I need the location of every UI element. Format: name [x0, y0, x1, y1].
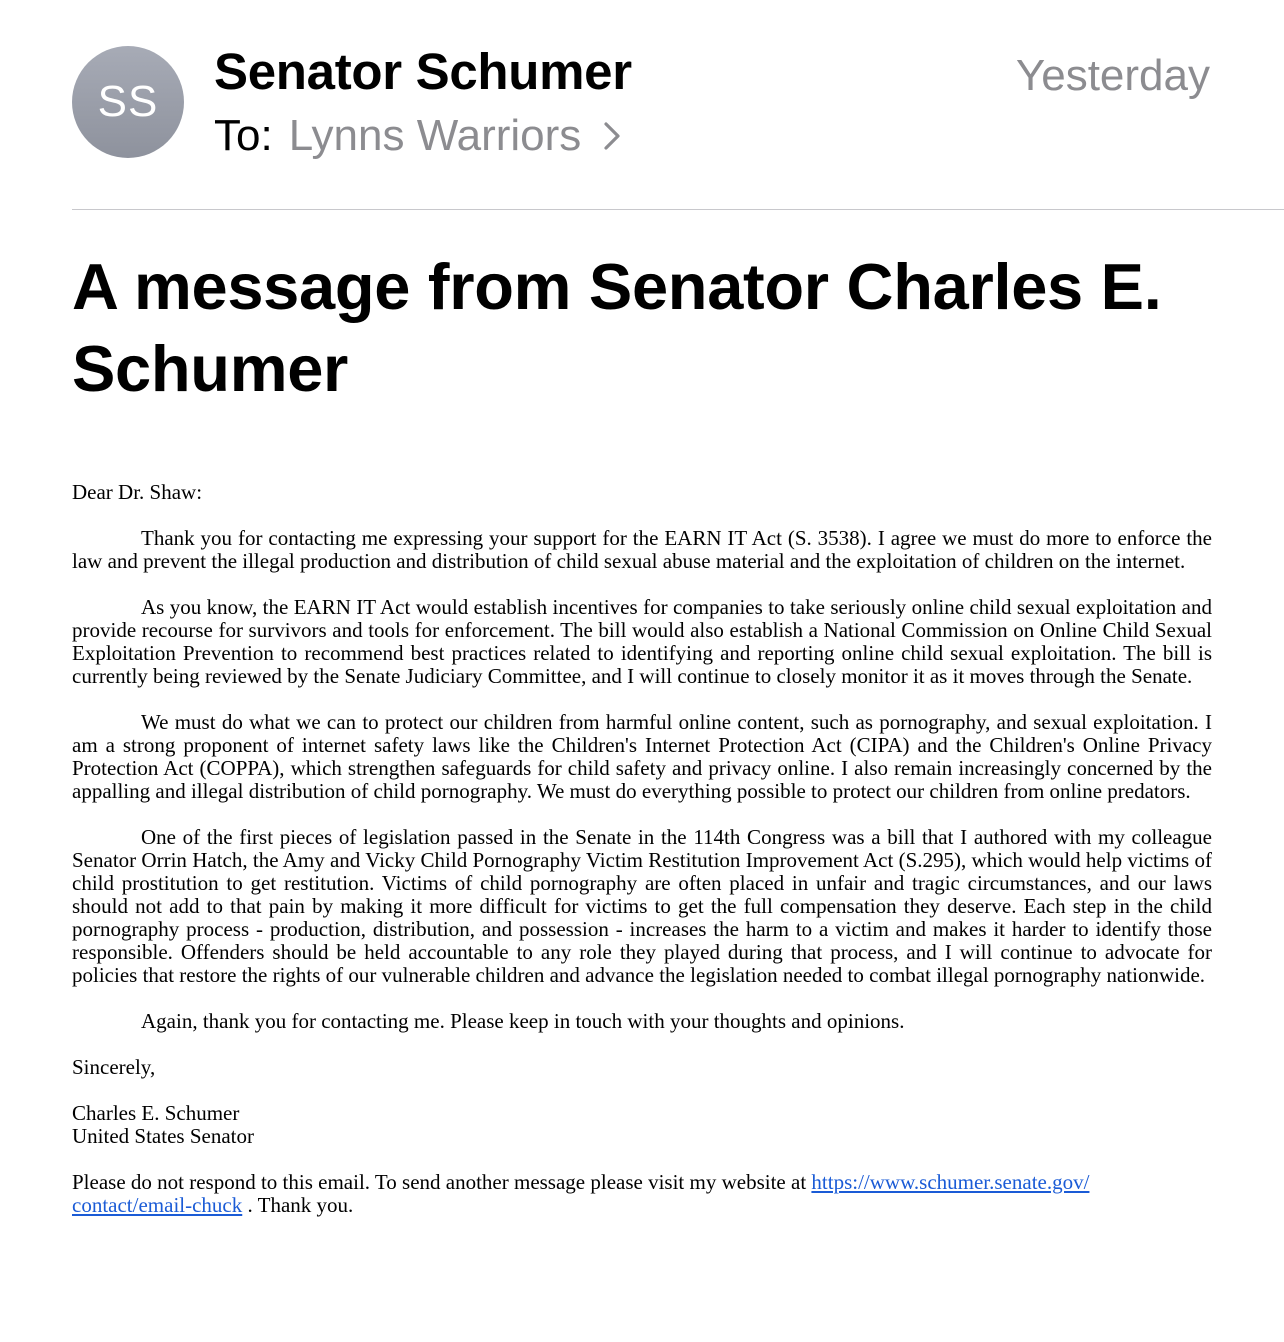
avatar-initials: SS — [97, 77, 159, 126]
signature-name: Charles E. Schumer — [72, 1101, 240, 1125]
email-subject: A message from Senator Charles E. Schumer — [72, 250, 1162, 405]
signature — [72, 1102, 1212, 1148]
email-body — [72, 481, 1212, 1217]
body-paragraph: Thank you for contacting me expressing your support for the EARN IT Act (S. 3538). I agree we must do more to enforce the law and prevent the illegal production and distribution of child sexual abuse material and the exploitation of children on the internet. — [72, 526, 1212, 573]
footer-text: Please do not respond to this email. To send another message please visit my website at — [72, 1170, 807, 1194]
footer-note — [72, 1171, 1212, 1217]
sender-name[interactable]: Senator Schumer — [214, 43, 632, 100]
recipient-name: Lynns Warriors — [288, 111, 582, 160]
body-paragraph: Again, thank you for contacting me. Please keep in touch with your thoughts and opinions. — [141, 1009, 905, 1033]
website-link-part2: contact/email-chuck — [72, 1193, 243, 1217]
header-divider — [72, 209, 1284, 210]
recipient-button[interactable] — [289, 108, 622, 164]
body-paragraph: One of the first pieces of legislation passed in the Senate in the 114th Congress was a bill that I authored with my colleague Senator Orrin Hatch, the Amy and Vicky Child Pornography Victim Restitution Improvement Act (S.295), which would help victims of child prostitution to get restitution. Victims of child pornography are often placed in unfair and tragic circumstances, and our laws should not add to that pain by making it more difficult for victims to get the full compensation they deserve. Each step in the child pornography process - production, distribution, and possession - increases the harm to a victim and makes it harder to identify those responsible. Offenders should be held accountable to any role they played during that process, and I will continue to advocate for policies that restore the rights of our vulnerable children and advance the legislation needed to combat illegal pornography nationwide. — [72, 825, 1212, 987]
recipient-row — [214, 108, 621, 164]
email-header — [0, 0, 1284, 210]
salutation: Dear Dr. Shaw: — [72, 480, 203, 504]
footer-end: . Thank you. — [247, 1193, 354, 1217]
signature-title: United States Senator — [72, 1124, 254, 1148]
website-link-part1: https://www.schumer.senate.gov/ — [811, 1170, 1090, 1194]
body-paragraph: As you know, the EARN IT Act would establish incentives for companies to take seriously online child sexual exploitation and provide recourse for survivors and tools for enforcement. The bill would also establish a National Commission on Online Child Sexual Exploitation Prevention to recommend best practices related to identifying and reporting online child sexual exploitation. The bill is currently being reviewed by the Senate Judiciary Committee, and I will continue to closely monitor it as it moves through the Senate. — [72, 595, 1212, 688]
chevron-right-icon — [603, 121, 621, 151]
body-paragraph: We must do what we can to protect our children from harmful online content, such as pornography, and sexual exploitation. I am a strong proponent of internet safety laws like the Children's Internet Protection Act (CIPA) and the Children's Online Privacy Protection Act (COPPA), which strengthen safeguards for child safety and privacy online. I also remain increasingly concerned by the appalling and illegal distribution of child pornography. We must do everything possible to protect our children from online predators. — [72, 710, 1212, 803]
closing: Sincerely, — [72, 1055, 156, 1079]
sender-avatar[interactable] — [72, 46, 184, 158]
email-date: Yesterday — [1015, 51, 1210, 100]
to-label: To: — [214, 111, 273, 160]
